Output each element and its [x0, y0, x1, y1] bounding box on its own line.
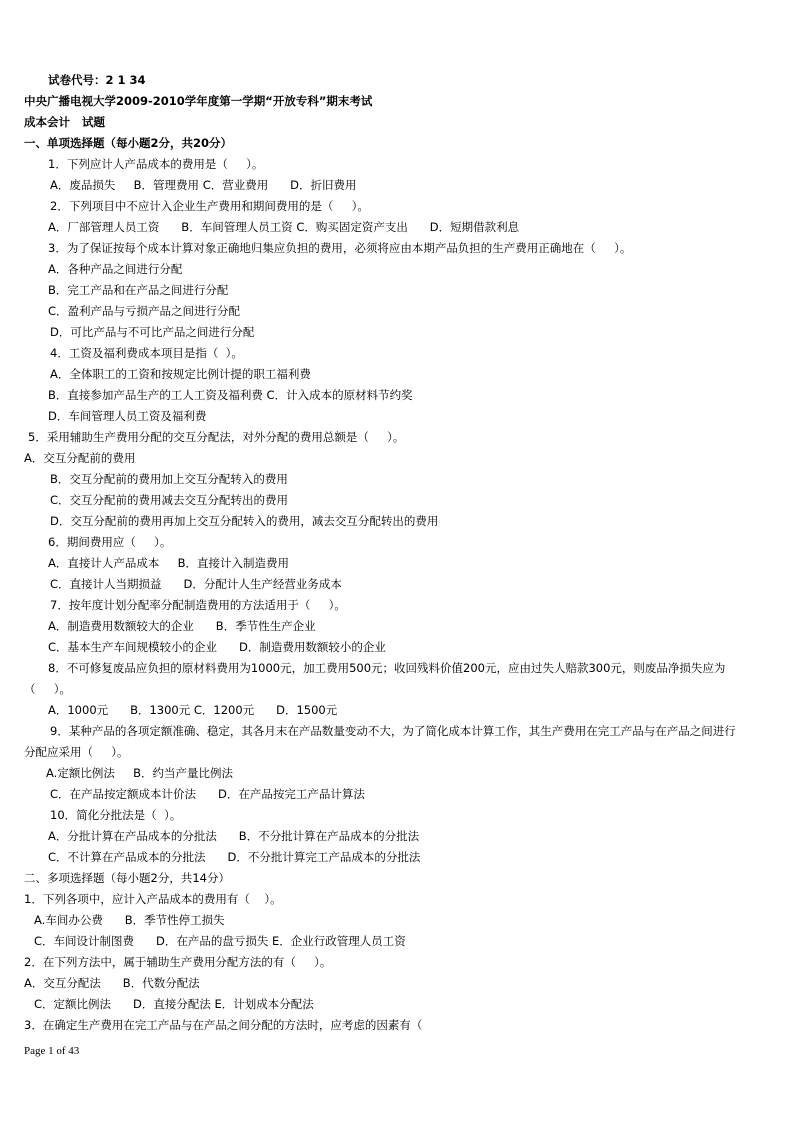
question-line-continuation: 分配应采用（ ）。: [24, 745, 129, 759]
question-line: 2．下列项目中不应计入企业生产费用和期间费用的是（ ）。: [50, 199, 369, 213]
option-line: A.车间办公费 B．季节性停工损失: [34, 913, 225, 927]
option-line: B．直接参加产品生产的工人工资及福利费 C．计入成本的原材料节约奖: [48, 388, 413, 402]
question-line: 1．下列应计人产品成本的费用是（ ）。: [48, 157, 264, 171]
option-line: C．盈利产品与亏损产品之间进行分配: [48, 304, 241, 318]
question-line: 3．在确定生产费用在完工产品与在产品之间分配的方法时，应考虑的因素有（: [24, 1018, 423, 1032]
section2-heading: 二、多项选择题（每小题2分，共14分）: [24, 871, 230, 885]
question-line: 10．简化分批法是（ ）。: [50, 808, 182, 822]
question-line: 8．不可修复废品应负担的原材料费用为1000元，加工费用500元；收回残料价值200元，应由过失人赔款300元，则废品净损失应为: [48, 661, 726, 675]
option-line: A．制造费用数额较大的企业 B．季节性生产企业: [48, 619, 316, 633]
option-line: A．交互分配前的费用: [24, 451, 136, 465]
option-line: A．直接计人产品成本 B．直接计入制造费用: [48, 556, 290, 570]
option-line: B．完工产品和在产品之间进行分配: [48, 283, 229, 297]
subject-title: 成本会计 试题: [24, 115, 106, 129]
option-line: A．1000元 B．1300元 C．1200元 D．1500元: [48, 703, 338, 717]
question-line: 5．采用辅助生产费用分配的交互分配法，对外分配的费用总额是（ ）。: [28, 430, 405, 444]
option-line: A．各种产品之间进行分配: [48, 262, 183, 276]
option-line: D．交互分配前的费用再加上交互分配转入的费用，减去交互分配转出的费用: [50, 514, 439, 528]
option-line: C．交互分配前的费用减去交互分配转出的费用: [50, 493, 289, 507]
option-line: A．厂部管理人员工资 B．车间管理人员工资 C．购买固定资产支出 D．短期借款利息: [48, 220, 520, 234]
option-line: B．交互分配前的费用加上交互分配转入的费用: [50, 472, 288, 486]
option-line: A．交互分配法 B．代数分配法: [24, 976, 200, 990]
option-line: C．车间设计制图费 D．在产品的盘亏损失 E．企业行政管理人员工资: [34, 934, 406, 948]
exam-title: 中央广播电视大学2009-2010学年度第一学期“开放专科”期末考试: [24, 94, 373, 108]
option-line: A.定额比例法 B．约当产量比例法: [46, 766, 233, 780]
option-line: A．分批计算在产品成本的分批法 B．不分批计算在产品成本的分批法: [48, 829, 420, 843]
question-line: 1．下列各项中，应计入产品成本的费用有（ ）。: [24, 892, 282, 906]
option-line: C．定额比例法 D．直接分配法 E．计划成本分配法: [34, 997, 314, 1011]
question-line: 7．按年度计划分配率分配制造费用的方法适用于（ ）。: [50, 598, 346, 612]
option-line: D．车间管理人员工资及福利费: [48, 409, 207, 423]
question-line: 2．在下列方法中，属于辅助生产费用分配方法的有（ ）。: [24, 955, 332, 969]
page-number: Page 1 of 43: [24, 1045, 80, 1057]
option-line: C．直接计人当期损益 D．分配计人生产经营业务成本: [50, 577, 342, 591]
question-line: 3．为了保证按每个成本计算对象正确地归集应负担的费用，必须将应由本期产品负担的生产费用正确地在（ ）。: [48, 241, 632, 255]
section1-heading: 一、单项选择题（每小题2分，共20分）: [24, 136, 233, 150]
question-line-continuation: （ ）。: [24, 682, 72, 696]
option-line: C．基本生产车间规模较小的企业 D．制造费用数额较小的企业: [48, 640, 386, 654]
question-line: 4．工资及福利费成本项目是指（ ）。: [50, 346, 243, 360]
exam-code: 试卷代号：2 1 34: [48, 73, 146, 87]
option-line: A．废品损失 B．管理费用 C．营业费用 D．折旧费用: [50, 178, 357, 192]
option-line: C．在产品按定额成本计价法 D．在产品按完工产品计算法: [50, 787, 365, 801]
question-line: 9．某种产品的各项定额准确、稳定，其各月末在产品数量变动不大，为了简化成本计算工作，其生产费用在完工产品与在产品之间进行: [50, 724, 736, 738]
question-line: 6．期间费用应（ ）。: [48, 535, 172, 549]
option-line: C．不计算在产品成本的分批法 D．不分批计算完工产品成本的分批法: [48, 850, 421, 864]
option-line: A．全体职工的工资和按规定比例计提的职工福利费: [50, 367, 311, 381]
option-line: D．可比产品与不可比产品之间进行分配: [50, 325, 255, 339]
